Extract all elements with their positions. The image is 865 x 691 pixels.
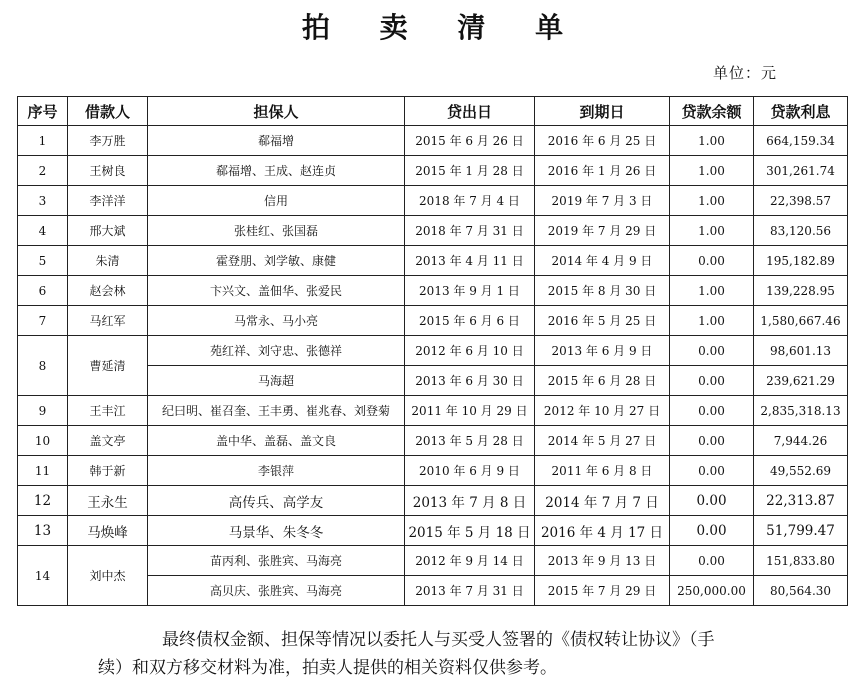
cell-end-date: 2012 年 10 月 27 日 xyxy=(535,396,670,426)
cell-balance: 0.00 xyxy=(670,516,754,546)
cell-borrower: 盖文亭 xyxy=(68,426,148,456)
cell-start-date: 2013 年 6 月 30 日 xyxy=(405,366,535,396)
table-header-row xyxy=(18,97,848,126)
header-borrower: 借款人 xyxy=(68,97,148,126)
cell-interest: 22,398.57 xyxy=(754,186,848,216)
cell-start-date: 2012 年 6 月 10 日 xyxy=(405,336,535,366)
cell-borrower: 李洋洋 xyxy=(68,186,148,216)
auction-list-table xyxy=(17,96,848,606)
cell-guarantor: 郗福增、王成、赵连贞 xyxy=(148,156,405,186)
cell-no: 1 xyxy=(18,126,68,156)
table-row xyxy=(18,456,848,486)
cell-guarantor: 李银萍 xyxy=(148,456,405,486)
cell-interest: 7,944.26 xyxy=(754,426,848,456)
cell-interest: 664,159.34 xyxy=(754,126,848,156)
cell-end-date: 2013 年 9 月 13 日 xyxy=(535,546,670,576)
cell-balance: 250,000.00 xyxy=(670,576,754,606)
table-row xyxy=(18,246,848,276)
cell-interest: 139,228.95 xyxy=(754,276,848,306)
cell-end-date: 2013 年 6 月 9 日 xyxy=(535,336,670,366)
cell-borrower: 邢大斌 xyxy=(68,216,148,246)
table-row xyxy=(18,336,848,366)
cell-interest: 49,552.69 xyxy=(754,456,848,486)
table-row xyxy=(18,216,848,246)
cell-end-date: 2016 年 6 月 25 日 xyxy=(535,126,670,156)
cell-end-date: 2019 年 7 月 3 日 xyxy=(535,186,670,216)
cell-interest: 80,564.30 xyxy=(754,576,848,606)
cell-start-date: 2012 年 9 月 14 日 xyxy=(405,546,535,576)
cell-start-date: 2018 年 7 月 4 日 xyxy=(405,186,535,216)
header-balance: 贷款余额 xyxy=(670,97,754,126)
cell-start-date: 2013 年 5 月 28 日 xyxy=(405,426,535,456)
cell-balance: 0.00 xyxy=(670,336,754,366)
table-body xyxy=(18,126,848,606)
cell-start-date: 2013 年 7 月 31 日 xyxy=(405,576,535,606)
table-row xyxy=(18,126,848,156)
cell-end-date: 2016 年 1 月 26 日 xyxy=(535,156,670,186)
cell-borrower: 马焕峰 xyxy=(68,516,148,546)
cell-interest: 1,580,667.46 xyxy=(754,306,848,336)
cell-interest: 195,182.89 xyxy=(754,246,848,276)
cell-guarantor: 张桂红、张国磊 xyxy=(148,216,405,246)
cell-guarantor: 高传兵、高学友 xyxy=(148,486,405,516)
cell-balance: 1.00 xyxy=(670,186,754,216)
cell-interest: 98,601.13 xyxy=(754,336,848,366)
cell-start-date: 2013 年 7 月 8 日 xyxy=(405,486,535,516)
table-row xyxy=(18,276,848,306)
cell-start-date: 2015 年 6 月 6 日 xyxy=(405,306,535,336)
header-end-date: 到期日 xyxy=(535,97,670,126)
cell-start-date: 2011 年 10 月 29 日 xyxy=(405,396,535,426)
header-no: 序号 xyxy=(18,97,68,126)
cell-guarantor: 卞兴文、盖佃华、张爱民 xyxy=(148,276,405,306)
cell-end-date: 2015 年 7 月 29 日 xyxy=(535,576,670,606)
cell-no: 14 xyxy=(18,546,68,606)
footnote-line-2: 续）和双方移交材料为准，拍卖人提供的相关资料仅供参考。 xyxy=(98,658,557,678)
page-title: 拍 卖 清 单 xyxy=(301,11,584,44)
cell-guarantor: 郗福增 xyxy=(148,126,405,156)
cell-balance: 1.00 xyxy=(670,306,754,336)
cell-guarantor: 信用 xyxy=(148,186,405,216)
cell-no: 2 xyxy=(18,156,68,186)
cell-guarantor: 马常永、马小亮 xyxy=(148,306,405,336)
cell-borrower: 李万胜 xyxy=(68,126,148,156)
table-row xyxy=(18,306,848,336)
cell-interest: 83,120.56 xyxy=(754,216,848,246)
cell-interest: 239,621.29 xyxy=(754,366,848,396)
cell-start-date: 2015 年 1 月 28 日 xyxy=(405,156,535,186)
cell-start-date: 2013 年 9 月 1 日 xyxy=(405,276,535,306)
table-row xyxy=(18,186,848,216)
cell-no: 13 xyxy=(18,516,68,546)
cell-end-date: 2016 年 4 月 17 日 xyxy=(535,516,670,546)
cell-borrower: 韩于新 xyxy=(68,456,148,486)
cell-borrower: 刘中杰 xyxy=(68,546,148,606)
footnote-line-1: 最终债权金额、担保等情况以委托人与买受人签署的《债权转让协议》（手 xyxy=(162,630,715,650)
cell-no: 3 xyxy=(18,186,68,216)
cell-guarantor: 马景华、朱冬冬 xyxy=(148,516,405,546)
cell-guarantor: 盖中华、盖磊、盖文良 xyxy=(148,426,405,456)
cell-end-date: 2014 年 5 月 27 日 xyxy=(535,426,670,456)
cell-no: 7 xyxy=(18,306,68,336)
table-row xyxy=(18,396,848,426)
cell-borrower: 曹延清 xyxy=(68,336,148,396)
cell-guarantor: 霍登朋、刘学敏、康健 xyxy=(148,246,405,276)
cell-borrower: 赵会林 xyxy=(68,276,148,306)
table-row xyxy=(18,486,848,516)
cell-end-date: 2015 年 6 月 28 日 xyxy=(535,366,670,396)
cell-no: 8 xyxy=(18,336,68,396)
cell-end-date: 2014 年 4 月 9 日 xyxy=(535,246,670,276)
cell-balance: 1.00 xyxy=(670,156,754,186)
cell-balance: 0.00 xyxy=(670,486,754,516)
header-start-date: 贷出日 xyxy=(405,97,535,126)
table-row xyxy=(18,156,848,186)
cell-no: 11 xyxy=(18,456,68,486)
cell-balance: 0.00 xyxy=(670,546,754,576)
cell-end-date: 2011 年 6 月 8 日 xyxy=(535,456,670,486)
cell-interest: 22,313.87 xyxy=(754,486,848,516)
cell-borrower: 王树良 xyxy=(68,156,148,186)
cell-no: 12 xyxy=(18,486,68,516)
cell-interest: 2,835,318.13 xyxy=(754,396,848,426)
cell-end-date: 2016 年 5 月 25 日 xyxy=(535,306,670,336)
cell-guarantor: 高贝庆、张胜宾、马海亮 xyxy=(148,576,405,606)
cell-no: 9 xyxy=(18,396,68,426)
cell-balance: 1.00 xyxy=(670,276,754,306)
cell-interest: 301,261.74 xyxy=(754,156,848,186)
cell-start-date: 2010 年 6 月 9 日 xyxy=(405,456,535,486)
header-guarantor: 担保人 xyxy=(148,97,405,126)
cell-guarantor: 苑红祥、刘守忠、张德祥 xyxy=(148,336,405,366)
cell-balance: 1.00 xyxy=(670,126,754,156)
cell-no: 10 xyxy=(18,426,68,456)
cell-guarantor: 马海超 xyxy=(148,366,405,396)
cell-start-date: 2015 年 5 月 18 日 xyxy=(405,516,535,546)
cell-start-date: 2015 年 6 月 26 日 xyxy=(405,126,535,156)
cell-interest: 151,833.80 xyxy=(754,546,848,576)
cell-start-date: 2013 年 4 月 11 日 xyxy=(405,246,535,276)
cell-no: 5 xyxy=(18,246,68,276)
cell-start-date: 2018 年 7 月 31 日 xyxy=(405,216,535,246)
cell-balance: 0.00 xyxy=(670,246,754,276)
table-row xyxy=(18,546,848,576)
unit-label: 单位：元 xyxy=(712,64,777,82)
cell-end-date: 2015 年 8 月 30 日 xyxy=(535,276,670,306)
cell-borrower: 王永生 xyxy=(68,486,148,516)
cell-balance: 0.00 xyxy=(670,456,754,486)
cell-borrower: 朱清 xyxy=(68,246,148,276)
cell-borrower: 马红军 xyxy=(68,306,148,336)
cell-no: 6 xyxy=(18,276,68,306)
cell-balance: 0.00 xyxy=(670,366,754,396)
footnote xyxy=(98,626,810,682)
table-row xyxy=(18,426,848,456)
cell-balance: 1.00 xyxy=(670,216,754,246)
cell-balance: 0.00 xyxy=(670,426,754,456)
cell-guarantor: 纪曰明、崔召奎、王丰勇、崔兆春、刘登菊 xyxy=(148,396,405,426)
header-interest: 贷款利息 xyxy=(754,97,848,126)
cell-guarantor: 苗丙利、张胜宾、马海亮 xyxy=(148,546,405,576)
cell-end-date: 2014 年 7 月 7 日 xyxy=(535,486,670,516)
cell-end-date: 2019 年 7 月 29 日 xyxy=(535,216,670,246)
cell-borrower: 王丰江 xyxy=(68,396,148,426)
cell-interest: 51,799.47 xyxy=(754,516,848,546)
cell-no: 4 xyxy=(18,216,68,246)
cell-balance: 0.00 xyxy=(670,396,754,426)
table-row xyxy=(18,516,848,546)
